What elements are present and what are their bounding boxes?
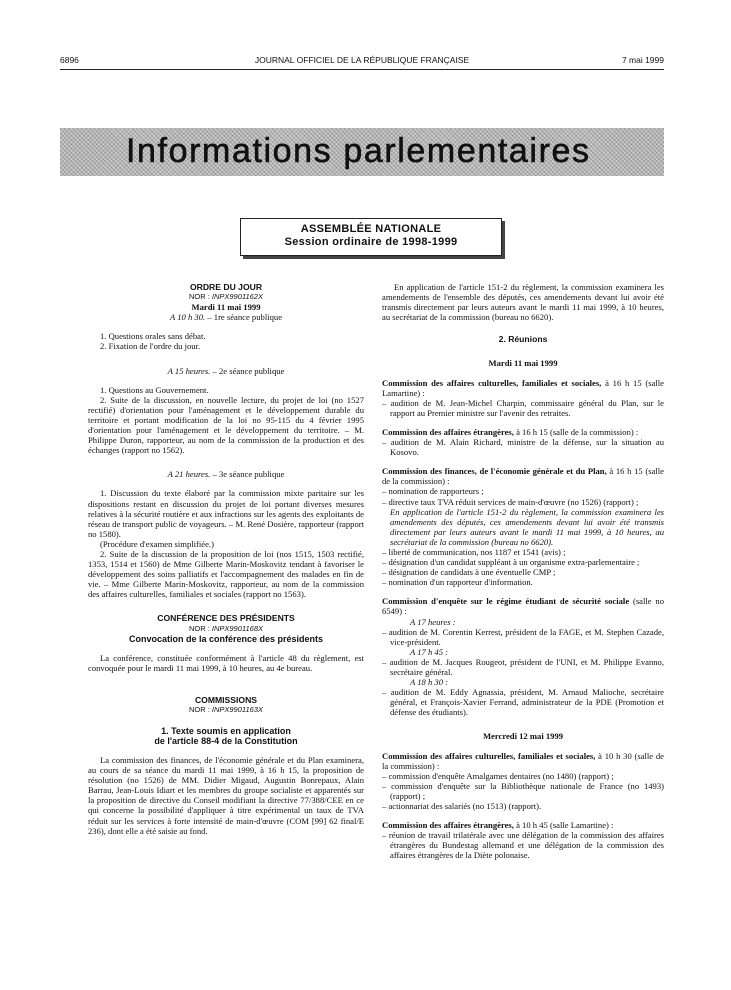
list-item: – désignation d'un candidat suppléant à un organisme extra-parlementaire ; xyxy=(382,557,640,568)
commission-heading: Commission d'enquête sur le régime étudiant de sécurité sociale (salle no 6549) : xyxy=(382,596,664,617)
list-item: – commission d'enquête Amalgames dentaires (no 1480) (rapport) ; xyxy=(382,770,614,781)
left-column xyxy=(88,282,364,836)
list-item: 2. Suite de la discussion, en nouvelle lecture, du projet de loi (no 1527 rectifié) d'orientation pour l'aménagement et le développement durable du territoire et portant modification de la loi no 95-115 du 4 février 1995 d'orientation pour l'aménagement et le développement du territoire. – M. Philippe Duron, rapporteur, au nom de la commission de la production et des échanges (rapport no 1562). xyxy=(88,394,364,456)
commissions-title: COMMISSIONS xyxy=(194,694,258,705)
list-item: – audition de M. Jean-Michel Charpin, commissaire général du Plan, sur le rapport au Premier ministre sur l'avenir des retraites. xyxy=(382,397,664,418)
list-item: 2. Fixation de l'ordre du jour. xyxy=(100,341,201,352)
list-item: – liberté de communication, nos 1187 et 1541 (avis) ; xyxy=(382,546,566,557)
list-item: 2. Suite de la discussion de la proposition de loi (nos 1515, 1503 rectifié, 1353, 1514 et 1560) de Mme Gilberte Marin-Moskovitz tendant à favoriser le développement des soins palliatifs et l'accompagnement des malades en fin de vie. – Mme Gilberte Marin-Moskovitz, rapporteur, au nom de la commission des affaires culturelles, familiales et sociales (rapport no 1563). xyxy=(88,548,364,600)
list-item: – actionnariat des salariés (no 1513) (rapport). xyxy=(382,801,542,812)
intro-text: En application de l'article 151-2 du règlement, la commission examinera les amendements de l'ensemble des députés, ces amendements devant lui avoir été transmis directement par leurs auteurs avant le mardi 11 mai 1999, à 10 heures, au secrétariat de la commission (bureau no 6620). xyxy=(382,282,664,323)
conference-title: CONFÉRENCE DES PRÉSIDENTS xyxy=(157,613,295,624)
commission-heading: Commission des finances, de l'économie générale et du Plan, à 16 h 15 (salle de la commission) : xyxy=(382,466,664,487)
convocation-text: La conférence, constituée conformément à l'article 48 du règlement, est convoquée pour le mardi 11 mai 1999, à 10 heures, au 4e bureau. xyxy=(88,652,364,673)
date-heading: Mardi 11 mai 1999 xyxy=(488,358,558,369)
list-item: – audition de M. Jacques Rougeot, président de l'UNI, et M. Philippe Evanno, secrétaire général. xyxy=(382,656,664,677)
ordre-title: ORDRE DU JOUR xyxy=(189,282,263,292)
list-item: 1. Questions au Gouvernement. xyxy=(100,384,209,395)
date-heading: Mardi 11 mai 1999 xyxy=(191,302,261,313)
commission-heading: Commission des affaires étrangères, à 10 h 45 (salle Lamartine) : xyxy=(382,820,614,831)
list-item: (Procédure d'examen simplifiée.) xyxy=(100,538,214,549)
section-text: La commission des finances, de l'économie générale et du Plan examinera, au cours de sa séance du mardi 11 mai 1999, à 16 h 15, la proposition de résolution (no 1526) de MM. Didier Migaud, Augustin Bonrepaux, Alain Barrau, Jean-Louis Idiart et les membres du groupe socialiste et apparentés sur la proposition de directive du Conseil modifiant la directive 77/388/CEE en ce qui concerne la possibilité d'appliquer à titre expérimental un taux de TVA réduit sur les services à forte intensité de main-d'œuvre (COM [99] 62 final/E 236), dont elle a été saisie au fond. xyxy=(88,755,364,836)
seance-heading: A 15 heures. – 2e séance publique xyxy=(167,365,285,376)
assembly-box xyxy=(240,218,502,256)
list-item: – réunion de travail trilatérale avec une délégation de la commission des affaires étrangères du Bundestag allemand et une délégation de la commission des affaires étrangères de la Diète polonaise. xyxy=(382,830,664,861)
list-item: – commission d'enquête sur la Bibliothèque nationale de France (no 1493) (rapport) ; xyxy=(382,780,664,801)
assembly-name: ASSEMBLÉE NATIONALE xyxy=(300,223,442,235)
list-item: 1. Discussion du texte élaboré par la commission mixte paritaire sur les dispositions restant en discussion du projet de loi portant diverses mesures relatives à la sécurité routière et aux infractions sur les agents des exploitants de réseau de transport public de voyageurs. – M. René Dosière, rapporteur (rapport no 1580). xyxy=(88,488,364,539)
commission-heading: Commission des affaires culturelles, familiales et sociales, à 16 h 15 (salle Lamartine) : xyxy=(382,377,664,398)
banner-title: Informations parlementaires xyxy=(126,132,591,170)
time-label: A 17 heures : xyxy=(410,616,456,627)
list-item: – audition de M. Corentin Kerrest, président de la FAGE, et M. Stephen Cazade, vice-président. xyxy=(382,626,664,647)
list-item: 1. Questions orales sans débat. xyxy=(100,331,206,342)
session-name: Session ordinaire de 1998-1999 xyxy=(284,236,458,248)
section-title: de l'article 88-4 de la Constitution xyxy=(154,736,298,746)
list-item: – directive taux TVA réduit services de main-d'œuvre (no 1526) (rapport) ; xyxy=(382,496,639,507)
section-title: 1. Texte soumis en application xyxy=(161,726,291,736)
note-text: En application de l'article 151-2 du règlement, la commission examinera les amendements des députés, ces amendements devant lui avoir été transmis directement par leurs auteurs avant le mardi 11 mai 1999, à 10 heures, au secrétariat de la commission (bureau no 6620). xyxy=(390,506,664,547)
issue-date: 7 mai 1999 xyxy=(621,55,664,65)
nor-line: NOR : INPX9901163X xyxy=(188,704,264,714)
nor-line: NOR : INPX9901162X xyxy=(188,292,264,302)
time-label: A 17 h 45 : xyxy=(410,646,449,657)
convocation-title: Convocation de la conférence des présidents xyxy=(128,633,324,644)
seance-heading: A 21 heures. – 3e séance publique xyxy=(167,469,285,480)
right-column xyxy=(382,282,664,861)
list-item: – audition de M. Eddy Agnassia, président, M. Arnaud Malioche, secrétaire général, et François-Xavier Ferrand, administrateur de la PDE (Promotion et défense des étudiants). xyxy=(382,687,664,718)
nor-line: NOR : INPX9901168X xyxy=(188,623,264,633)
commission-heading: Commission des affaires étrangères, à 16 h 15 (salle de la commission) : xyxy=(382,426,639,437)
time-label: A 18 h 30 : xyxy=(410,677,449,688)
list-item: – nomination d'un rapporteur d'information. xyxy=(382,577,533,588)
reunions-title: 2. Réunions xyxy=(498,334,548,345)
page-header xyxy=(60,55,664,69)
list-item: – nomination de rapporteurs ; xyxy=(382,486,484,497)
date-heading: Mercredi 12 mai 1999 xyxy=(482,731,564,742)
list-item: – audition de M. Alain Richard, ministre de la défense, sur la situation au Kosovo. xyxy=(382,437,664,458)
header-rule xyxy=(60,69,664,70)
page-number: 6896 xyxy=(60,55,79,65)
seance-heading: A 10 h 30. – 1re séance publique xyxy=(169,312,283,323)
list-item: – désignation de candidats à une éventuelle CMP ; xyxy=(382,567,556,578)
section-banner xyxy=(60,128,664,176)
commission-heading: Commission des affaires culturelles, familiales et sociales, à 10 h 30 (salle de la commission) : xyxy=(382,750,664,771)
journal-title: JOURNAL OFFICIEL DE LA RÉPUBLIQUE FRANÇAISE xyxy=(254,55,470,65)
